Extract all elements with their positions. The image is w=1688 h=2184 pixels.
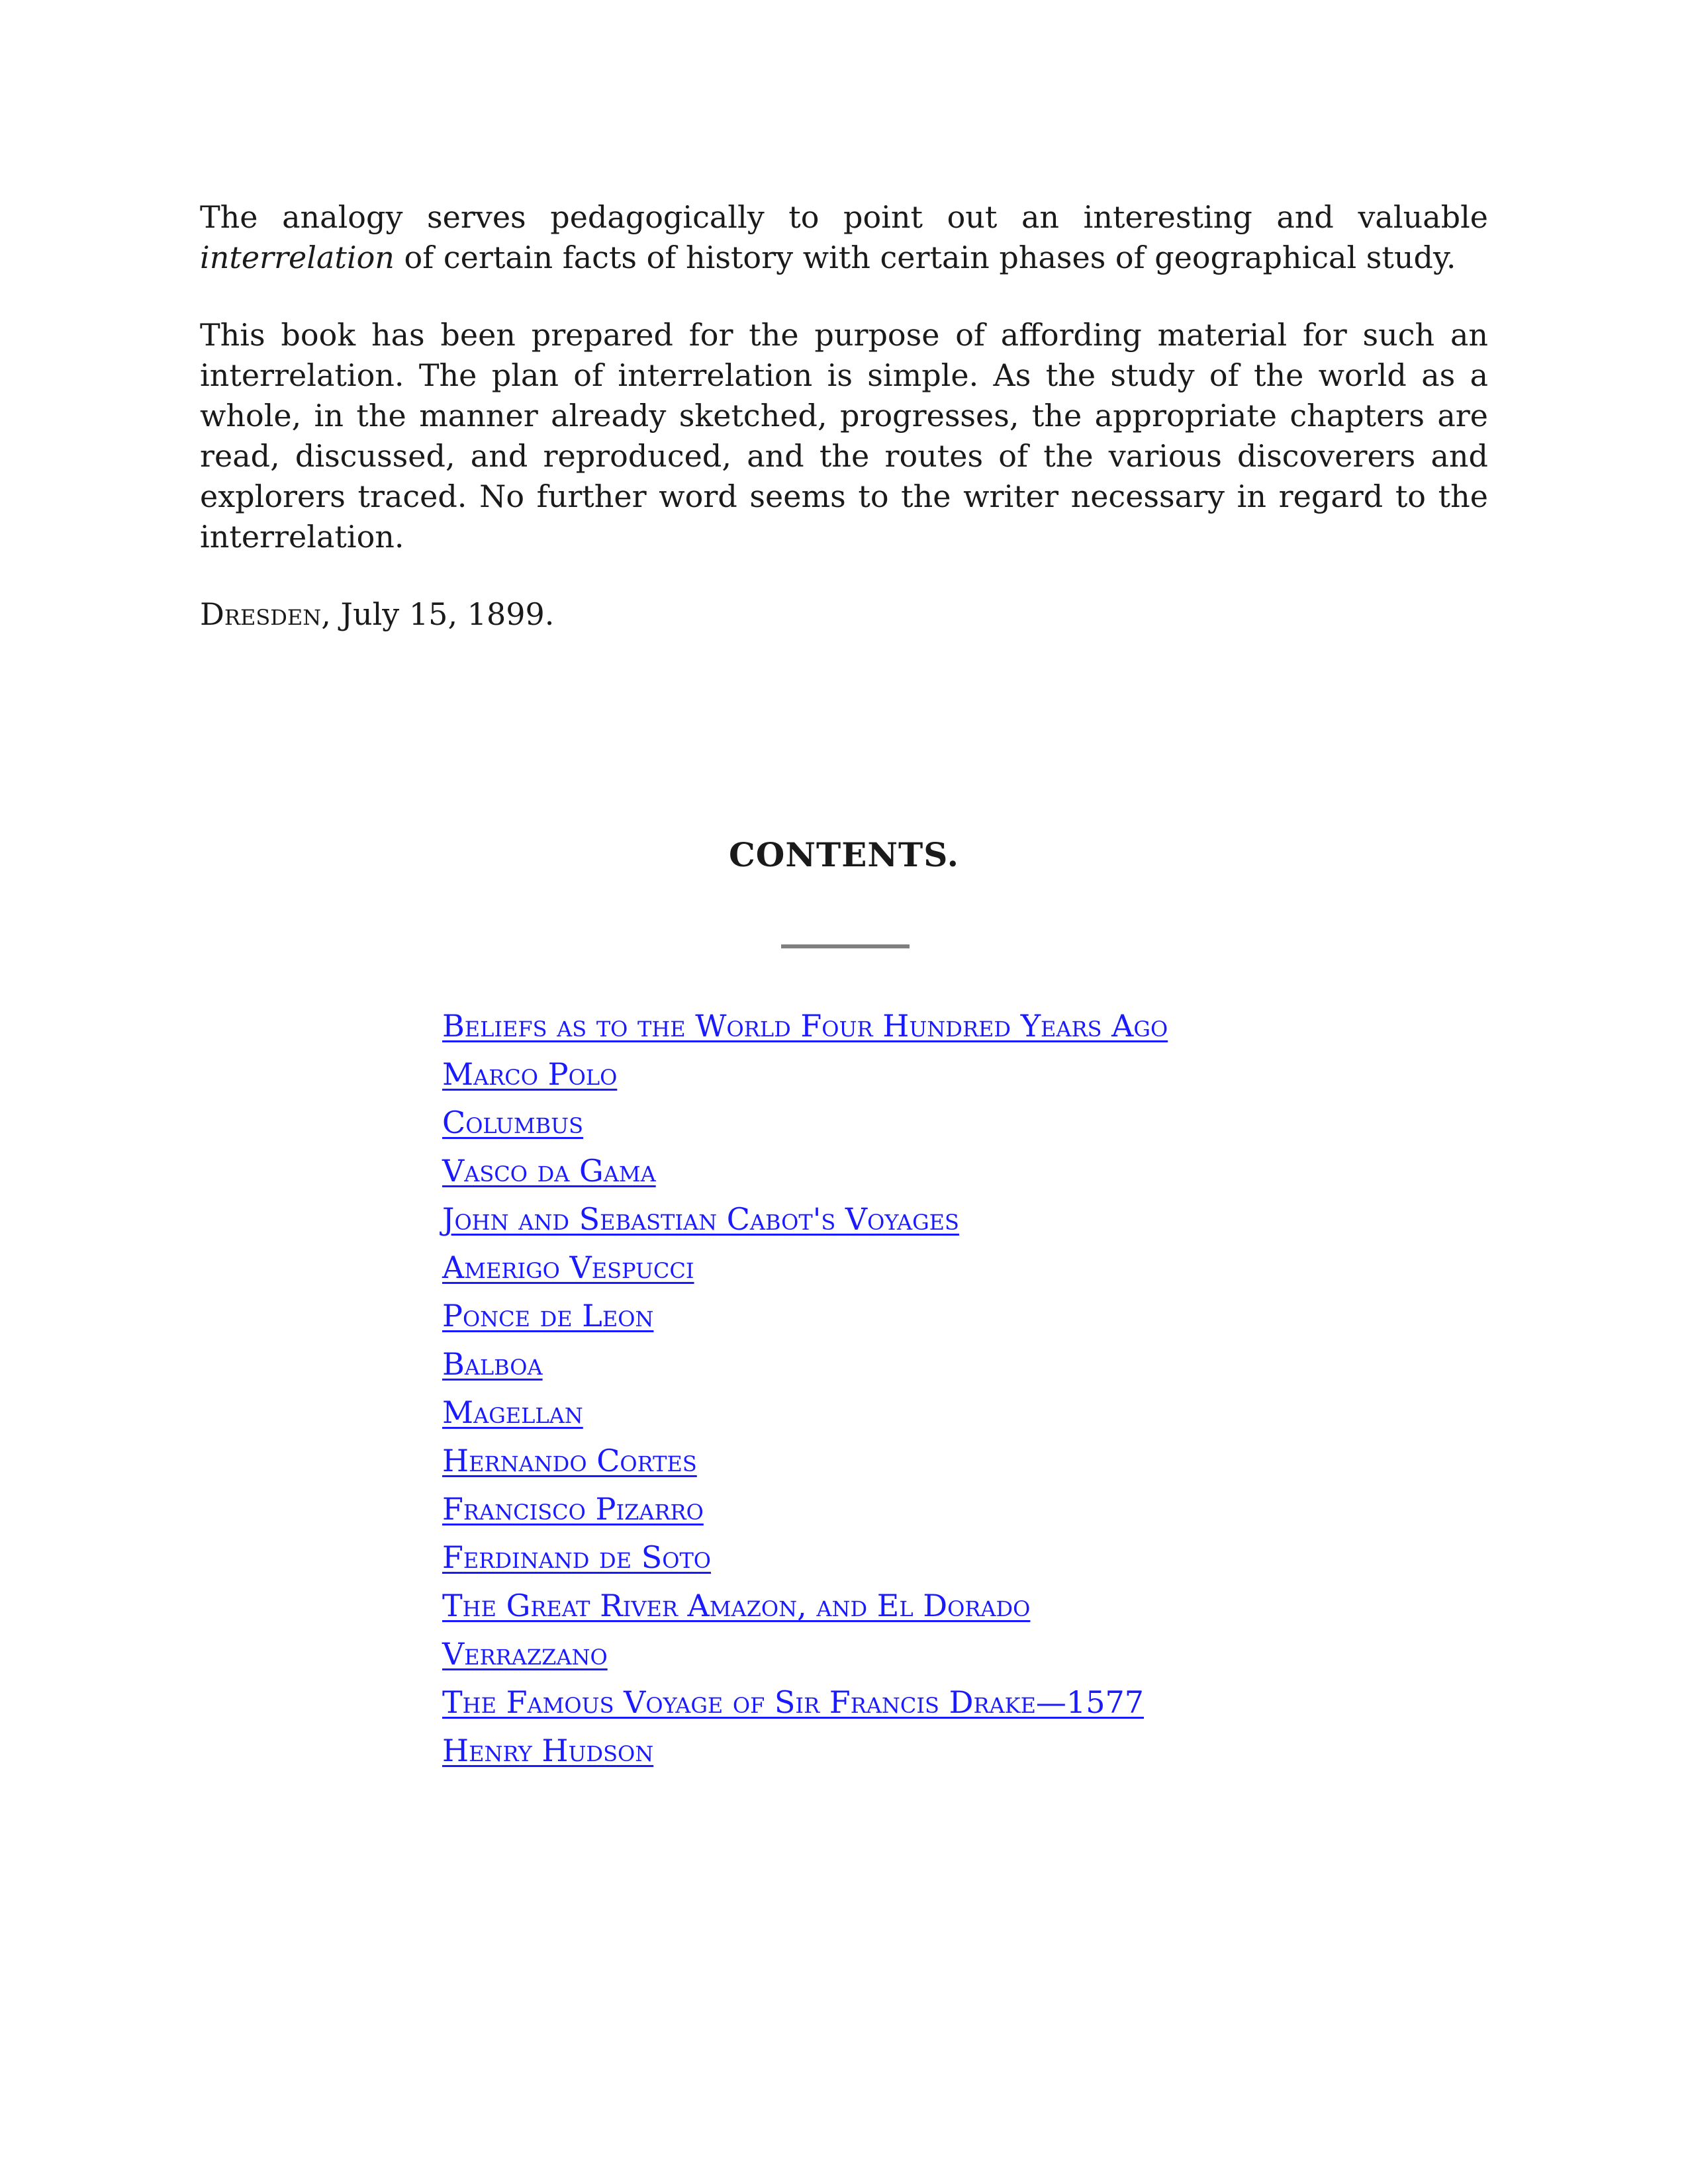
toc-link-vespucci[interactable]: Amerigo Vespucci — [442, 1250, 694, 1285]
toc-link-hudson[interactable]: Henry Hudson — [442, 1733, 654, 1768]
toc-link-marco-polo[interactable]: Marco Polo — [442, 1056, 618, 1092]
toc-link-pizarro[interactable]: Francisco Pizarro — [442, 1491, 704, 1527]
toc-link-cabot[interactable]: John and Sebastian Cabot's Voyages — [442, 1201, 959, 1237]
toc-item — [442, 1294, 1168, 1342]
toc-link-cortes[interactable]: Hernando Cortes — [442, 1443, 697, 1479]
toc-item — [442, 1729, 1168, 1777]
paragraph-1-emphasis: interrelation — [200, 240, 395, 275]
paragraph-1-text-after: of certain facts of history with certain phases of geographical study. — [394, 240, 1456, 275]
preface-signature — [200, 594, 554, 635]
toc-link-balboa[interactable]: Balboa — [442, 1346, 543, 1382]
toc-item — [442, 1149, 1168, 1197]
heading-divider — [781, 944, 910, 948]
toc-item — [442, 1487, 1168, 1535]
toc-item — [442, 1246, 1168, 1294]
toc-item — [442, 1535, 1168, 1584]
toc-link-ponce-de-leon[interactable]: Ponce de Leon — [442, 1298, 654, 1334]
signature-date: , July 15, 1899. — [321, 596, 555, 632]
table-of-contents — [442, 1004, 1168, 1777]
toc-item — [442, 1101, 1168, 1149]
toc-item — [442, 1342, 1168, 1390]
toc-item — [442, 1632, 1168, 1680]
toc-item — [442, 1052, 1168, 1101]
toc-item — [442, 1004, 1168, 1052]
signature-place: Dresden — [200, 596, 322, 632]
toc-item — [442, 1680, 1168, 1729]
toc-link-amazon[interactable]: The Great River Amazon, and El Dorado — [442, 1588, 1031, 1623]
contents-heading: CONTENTS. — [728, 835, 959, 874]
toc-link-vasco-da-gama[interactable]: Vasco da Gama — [442, 1153, 656, 1189]
toc-link-beliefs[interactable]: Beliefs as to the World Four Hundred Years Ago — [442, 1008, 1168, 1044]
toc-link-de-soto[interactable]: Ferdinand de Soto — [442, 1539, 712, 1575]
preface-paragraph-2: This book has been prepared for the purpose of affording material for such an interrelation. The plan of interrelation is simple. As the study of the world as a whole, in the manner already sketched, progresses, the appropriate chapters are read, discussed, and reproduced, and the routes of the various discoverers and explorers traced. No further word seems to the writer necessary in regard to the interrelation. — [200, 317, 1488, 555]
toc-link-columbus[interactable]: Columbus — [442, 1105, 584, 1140]
paragraph-1-text-before: The analogy serves pedagogically to point out an interesting and valuable — [200, 199, 1488, 235]
toc-item — [442, 1584, 1168, 1632]
toc-item — [442, 1439, 1168, 1487]
preface-paragraph-1 — [200, 197, 1488, 278]
toc-item — [442, 1197, 1168, 1246]
toc-link-verrazzano[interactable]: Verrazzano — [442, 1636, 608, 1672]
toc-link-drake[interactable]: The Famous Voyage of Sir Francis Drake—1577 — [442, 1684, 1144, 1720]
toc-link-magellan[interactable]: Magellan — [442, 1394, 583, 1430]
toc-item — [442, 1390, 1168, 1439]
